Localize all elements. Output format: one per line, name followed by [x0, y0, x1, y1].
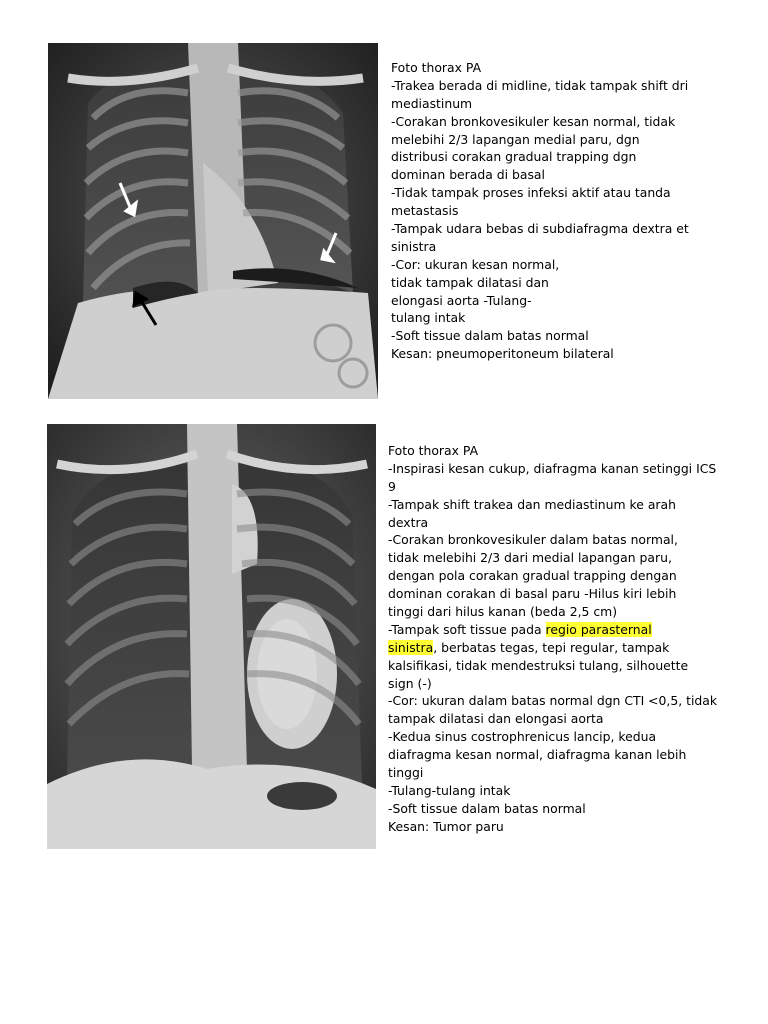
highlighted-text: regio parasternal — [545, 621, 652, 637]
chest-xray-illustration-2 — [47, 424, 376, 849]
report-2-line: diafragma kesan normal, diafragma kanan lebih — [388, 747, 687, 763]
report-2-line: -Soft tissue dalam batas normal — [388, 800, 586, 816]
report-2-line — [388, 639, 733, 657]
report-1-line: melebihi 2/3 lapangan medial paru, dgn — [391, 131, 640, 147]
report-1-line: -Corakan bronkovesikuler kesan normal, tidak — [391, 113, 676, 129]
report-1-line: metastasis — [391, 203, 459, 219]
report-2-line: tidak melebihi 2/3 dari medial lapangan paru, — [388, 550, 672, 566]
report-1-line: distribusi corakan gradual trapping dgn — [391, 149, 637, 165]
report-1-line: sinistra — [391, 238, 437, 254]
report-1-line: tidak tampak dilatasi dan — [391, 274, 549, 290]
report-2-line: tampak dilatasi dan elongasi aorta — [388, 711, 604, 727]
report-text-1 — [391, 59, 731, 363]
report-1-line: -Tampak udara bebas di subdiafragma dextra et — [391, 221, 689, 237]
report-1-line: -Tidak tampak proses infeksi aktif atau tanda — [391, 185, 671, 201]
report-text-2 — [388, 442, 733, 836]
report-1-line: tulang intak — [391, 310, 466, 326]
report-2-line — [388, 621, 733, 639]
report-1-line: -Soft tissue dalam batas normal — [391, 328, 589, 344]
chest-xray-illustration-1 — [48, 43, 378, 399]
report-2-conclusion: Kesan: Tumor paru — [388, 818, 504, 834]
report-1-line: Foto thorax PA — [391, 60, 482, 75]
report-2-line: sign (-) — [388, 675, 432, 691]
report-2-line: -Tampak shift trakea dan mediastinum ke arah — [388, 496, 676, 512]
report-2-line: -Kedua sinus costrophrenicus lancip, kedua — [388, 729, 657, 745]
report-1-conclusion: Kesan: pneumoperitoneum bilateral — [391, 346, 614, 362]
chest-xray-image-2 — [47, 424, 376, 849]
report-2-text: , berbatas tegas, tepi regular, tampak — [433, 639, 670, 655]
report-2-line: dominan corakan di basal paru -Hilus kiri lebih — [388, 586, 677, 602]
highlighted-text: sinistra — [388, 639, 434, 655]
report-1-line: -Cor: ukuran kesan normal, — [391, 256, 560, 272]
report-1-line: elongasi aorta -Tulang- — [391, 292, 532, 308]
report-1-line: mediastinum — [391, 95, 473, 111]
chest-xray-image-1 — [48, 43, 378, 399]
report-2-line: dengan pola corakan gradual trapping dengan — [388, 568, 677, 584]
report-2-line: -Tulang-tulang intak — [388, 782, 511, 798]
report-2-line: -Corakan bronkovesikuler dalam batas normal, — [388, 532, 678, 548]
report-1-line: dominan berada di basal — [391, 167, 545, 183]
report-2-line: -Inspirasi kesan cukup, diafragma kanan setinggi ICS — [388, 460, 717, 476]
report-2-line: tinggi dari hilus kanan (beda 2,5 cm) — [388, 604, 618, 620]
report-2-line: tinggi — [388, 765, 424, 781]
report-2-line: Foto thorax PA — [388, 443, 479, 458]
report-2-line: dextra — [388, 514, 429, 530]
report-2-text: -Tampak soft tissue pada — [388, 621, 546, 637]
report-2-line: kalsifikasi, tidak mendestruksi tulang, silhouette — [388, 657, 689, 673]
report-2-line: -Cor: ukuran dalam batas normal dgn CTI <0,5, tidak — [388, 693, 718, 709]
report-2-line: 9 — [388, 478, 396, 494]
report-1-line: -Trakea berada di midline, tidak tampak shift dri — [391, 77, 689, 93]
